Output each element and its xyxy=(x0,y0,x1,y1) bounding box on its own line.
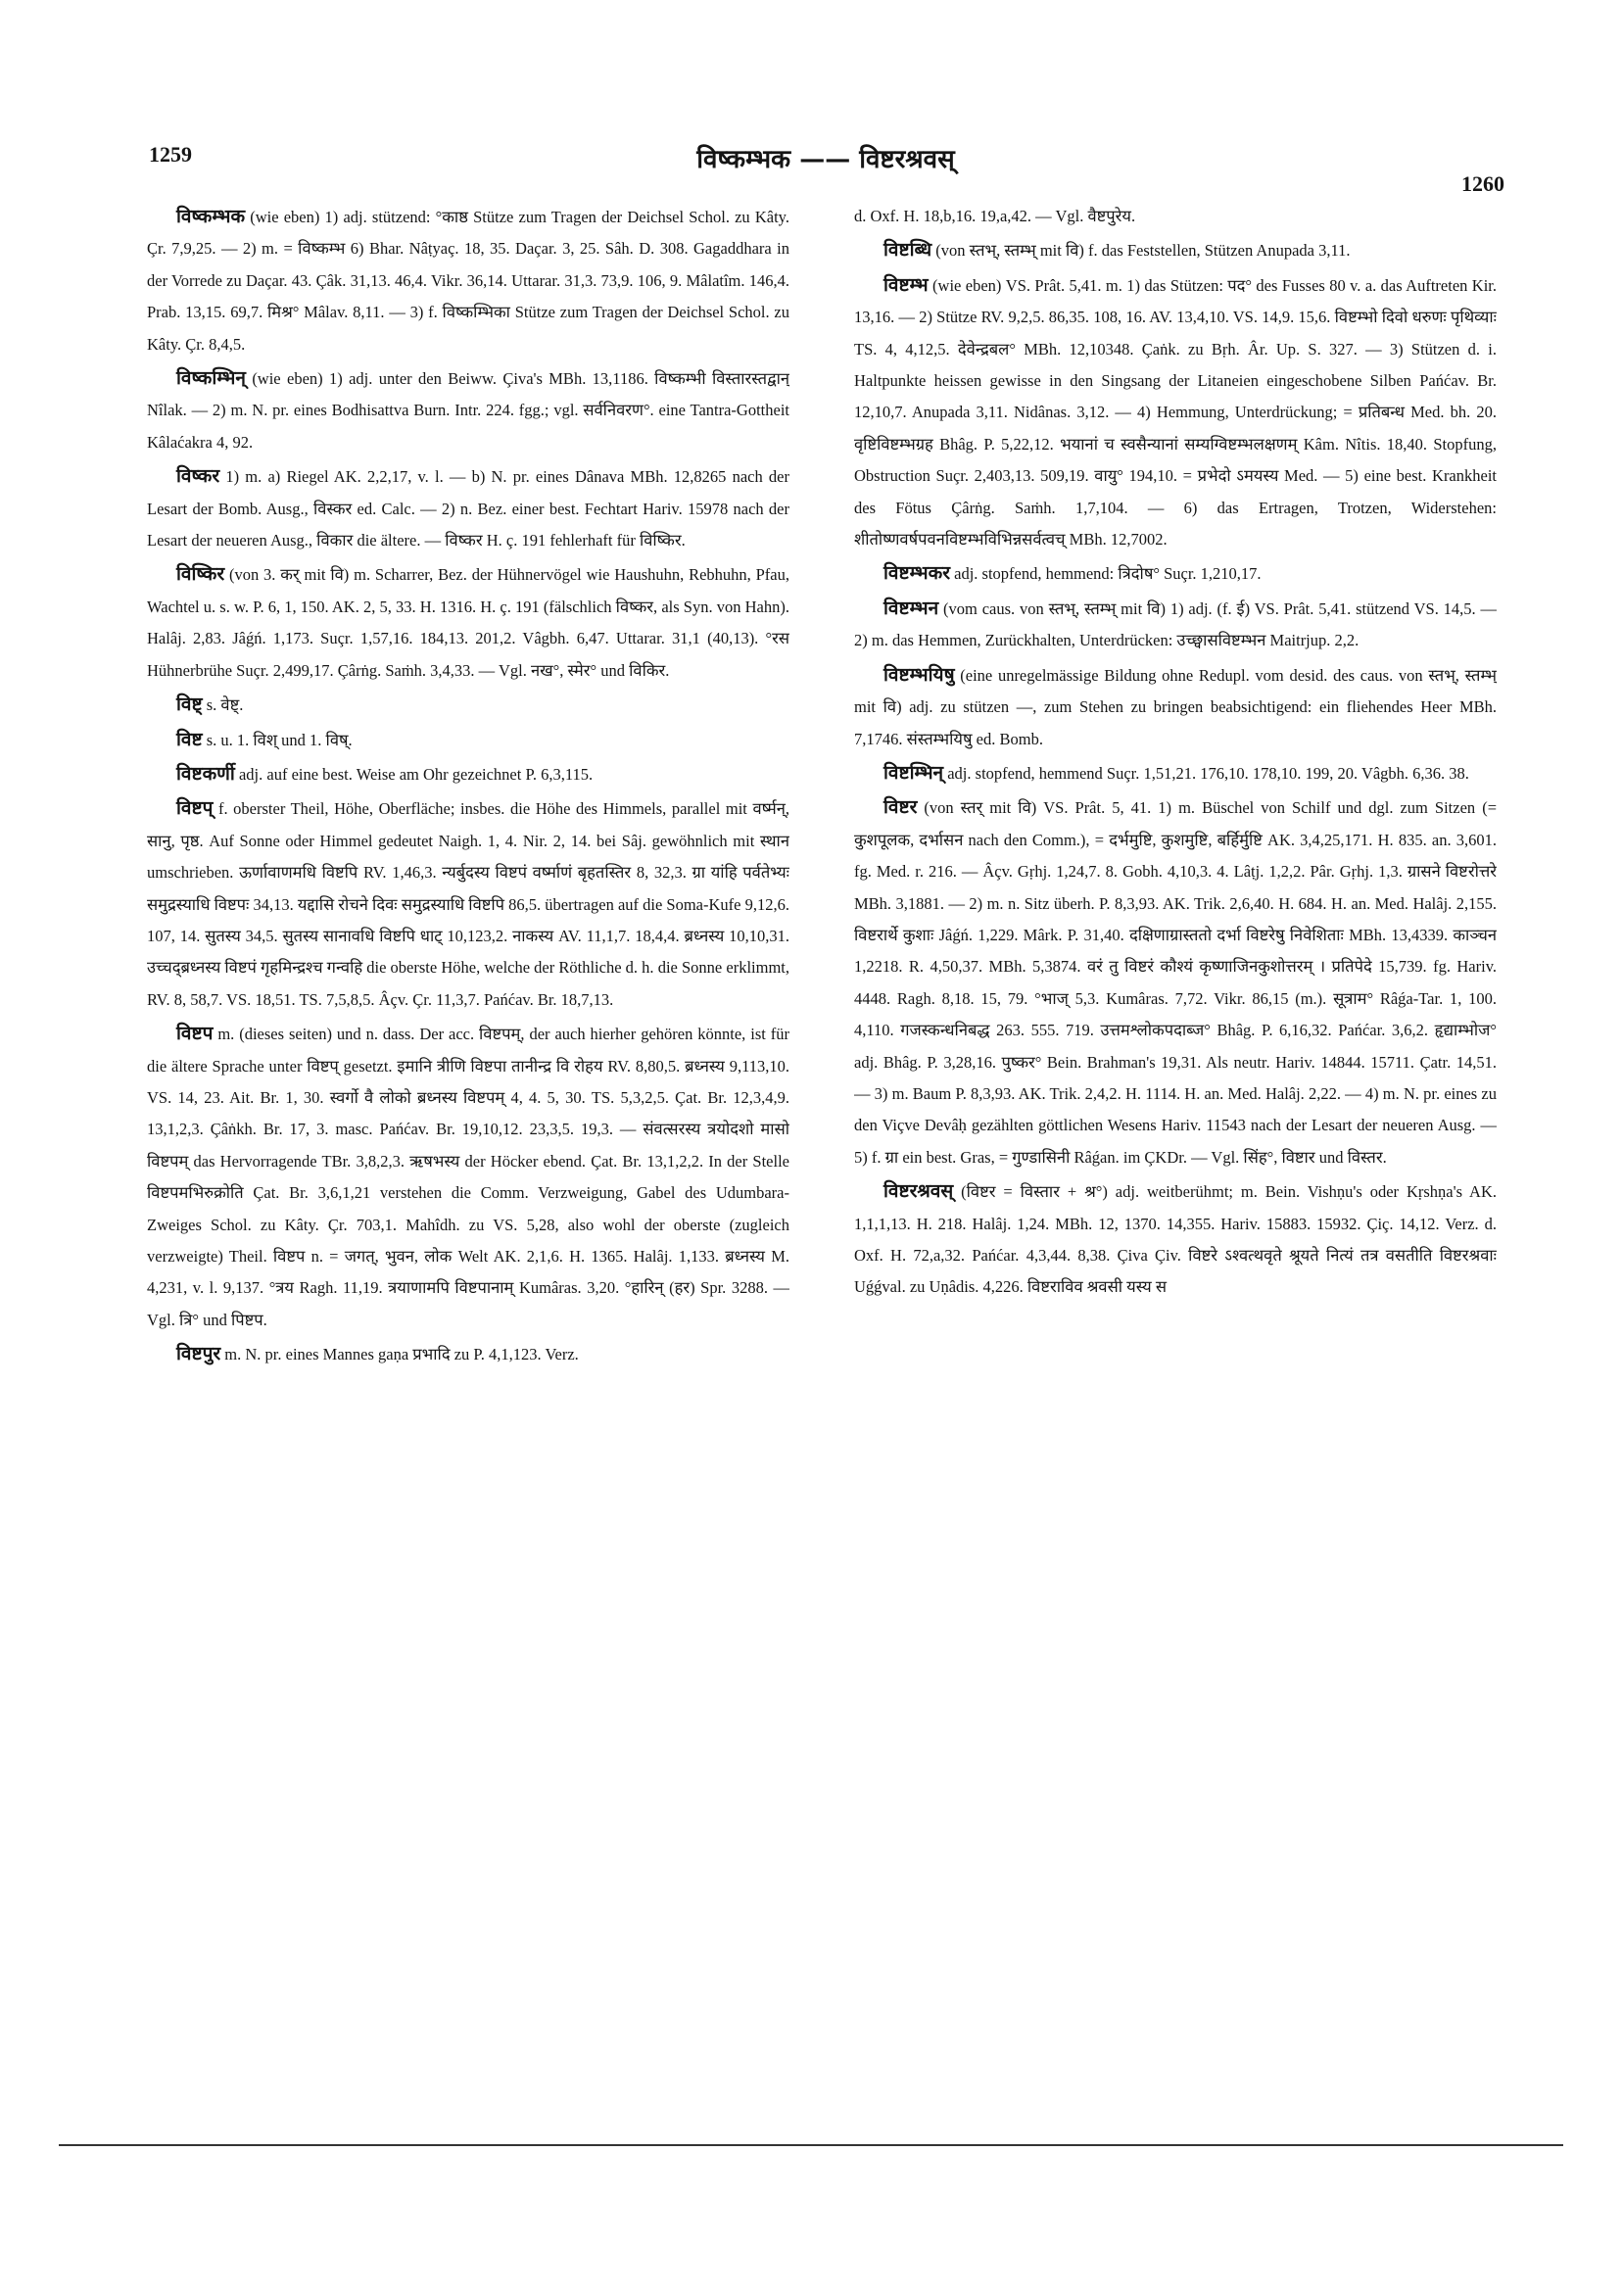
dictionary-entry xyxy=(854,791,1497,1173)
entry-text: (vom caus. von स्तभ्, स्तम्भ् mit वि) 1) adj. (f. ई) VS. Prât. 5,41. stützend VS. 14,5. — 2) m. das Hemmen, Zurückhalten, Unterdrücken: उच्छ्वासविष्टम्भन Maitrjup. 2,2. xyxy=(854,598,1497,650)
dictionary-entry xyxy=(147,1018,789,1336)
entry-headword: विष्कम्भक xyxy=(176,206,246,227)
entry-text: f. oberster Theil, Höhe, Oberfläche; insbes. die Höhe des Himmels, parallel mit वर्ष्मन्, सानु, पृष्ठ. Auf Sonne oder Himmel gedeutet Naigh. 1, 4. Nir. 2, 14. bei Sâj. gewöhnlich mit स्थान umschrieben. ऊर्णावाणमधि विष्टपि RV. 1,46,3. न्यर्बुदस्य विष्टपं वर्ष्माणं बृहतस्तिर 8, 32,3. ग्रा यांहि पर्वतेभ्यः समुद्रस्याधि विष्टपः 34,13. यद्दासि रोचने दिवः समुद्रस्याधि विष्टपि 86,5. übertragen auf die Soma-Kufe 9,12,6. 107, 14. सुतस्य 34,5. सुतस्य सानावधि विष्टपि धाट् 10,123,2. नाकस्य AV. 11,1,7. 18,4,4. ब्रध्नस्य 10,10,31. उच्चद्ब्रध्नस्य विष्टपं गृहमिन्द्रश्च गन्वहि die oberste Höhe, welche der Röthliche d. h. die Sonne erklimmt, RV. 8, 58,7. VS. 18,51. TS. 7,5,8,5. Âçv. Çr. 11,3,7. Pańćav. Br. 18,7,13. xyxy=(147,799,789,1009)
dictionary-entry xyxy=(147,1338,789,1370)
entry-headword: विष्कर xyxy=(176,465,220,488)
entry-text: (eine unregelmässige Bildung ohne Redupl. vom desid. des caus. von स्तभ्, स्तम्भ् mit वि) adj. zu stützen —, zum Stehen zu bringen beabsichtigend: ein fliehendes Heer MBh. 7,1746. संस्तम्भयिषु ed. Bomb. xyxy=(854,665,1497,748)
dictionary-entry xyxy=(854,659,1497,755)
text-columns xyxy=(147,201,1504,2091)
dictionary-entry xyxy=(854,557,1497,590)
entry-text: (wie eben) 1) adj. stützend: °काष्ठ Stütze zum Tragen der Deichsel Schol. zu Kâty. Çr. 7,9,25. — 2) m. = विष्कम्भ 6) Bhar. Nâṭyaç. 18, 35. Daçar. 3, 25. Sâh. D. 308. Gagaddhara in der Vorrede zu Daçar. 43. Çâk. 31,13. 46,4. Vikr. 36,14. Uttarar. 31,3. 73,9. 106, 9. Mâlatîm. 146,4. Prab. 13,15. 69,7. मिश्र° Mâlav. 8,11. — 3) f. विष्कम्भिका Stütze zum Tragen der Deichsel Schol. zu Kâty. Çr. 8,4,5. xyxy=(147,208,789,354)
page-number-right: 1260 xyxy=(1461,171,1504,196)
dictionary-entry xyxy=(147,689,789,721)
dictionary-entry xyxy=(854,269,1497,556)
dictionary-entry xyxy=(854,757,1497,789)
entry-headword: विष्टप् xyxy=(176,797,214,820)
dictionary-entry xyxy=(147,792,789,1016)
entry-text: 1) m. a) Riegel AK. 2,2,17, v. l. — b) N. pr. eines Dânava MBh. 12,8265 nach der Lesart der Bomb. Ausg., विस्कर ed. Calc. — 2) n. Bez. einer best. Fechtart Hariv. 15978 nach der Lesart der neueren Ausg., विकार die ältere. — विष्कर H. ç. 191 fehlerhaft für विष्किर. xyxy=(147,467,789,550)
entry-headword: विष्कम्भिन् xyxy=(176,367,246,390)
entry-text: (विष्टर = विस्तार + श्र°) adj. weitberühmt; m. Bein. Vishṇu's oder Kṛshṇa's AK. 1,1,1,13. H. 218. Halâj. 1,24. MBh. 12, 1370. 14,355. Hariv. 15883. 15932. Çiç. 14,12. Verz. d. Oxf. H. 72,a,32. Pańćar. 4,3,44. 8,38. Çiva Çiv. विष्टरे ऽश्वत्थवृते श्रूयते नित्यं तत्र वसतीति विष्टरश्रवाः Uǵǵval. zu Uṇâdis. 4,226. विष्टराविव श्रवसी यस्य स xyxy=(854,1182,1497,1297)
footer-rule xyxy=(59,2144,1563,2146)
page-header xyxy=(147,132,1504,196)
entry-text: (wie eben) VS. Prât. 5,41. m. 1) das Stützen: पद° des Fusses 80 v. a. das Auftreten Kir. 13,16. — 2) Stütze RV. 9,2,5. 86,35. 108, 16. AV. 13,4,10. VS. 14,9. 15,6. विष्टम्भो दिवो धरुणः पृथिव्याः TS. 4, 4,12,5. देवेन्द्रबल° MBh. 12,10348. Çaṅk. zu Bṛh. Âr. Up. S. 327. — 3) Stützen d. i. Haltpunkte heissen gewisse in den Singsang der Litaneien eingeschobene Silben Pańćav. Br. 12,10,7. Anupada 3,11. Nidânas. 3,12. — 4) Hemmung, Unterdrückung; = प्रतिबन्ध Med. bh. 20. वृष्टिविष्टम्भग्रह Bhâg. P. 5,22,12. भयानां च स्वसैन्यानां सम्यग्विष्टम्भलक्षणम् Kâm. Nîtis. 18,40. Stopfung, Obstruction Suçr. 2,403,13. 509,19. वायु° 194,10. = प्रभेदो ऽमयस्य Med. — 5) eine best. Krankheit des Fötus Çârṅg. Saṁh. 1,7,104. — 6) das Ertragen, Trotzen, Widerstehen: शीतोष्णवर्षपवनविष्टम्भविभिन्नसर्वत्वच् MBh. 12,7002. xyxy=(854,275,1497,550)
entry-text: m. N. pr. eines Mannes gaṇa प्रभादि zu P. 4,1,123. Verz. xyxy=(224,1345,579,1364)
dictionary-entry xyxy=(147,362,789,458)
entry-headword: विष्टम्भयिषु xyxy=(883,663,955,686)
dictionary-entry xyxy=(854,1175,1497,1304)
entry-headword: विष्टम्भिन् xyxy=(883,761,944,784)
entry-headword: विष्टर xyxy=(883,796,918,819)
entry-headword: विष्टम्भ xyxy=(883,273,929,296)
right-column xyxy=(854,201,1497,2091)
entry-text: m. (dieses seiten) und n. dass. Der acc. विष्टपम्, der auch hierher gehören könnte, ist für die ältere Sprache unter विष्टप् gesetzt. इमानि त्रीणि विष्टपा तानीन्द्र वि रोहय RV. 8,80,5. ब्रध्नस्य 9,113,10. VS. 14, 23. Ait. Br. 1, 30. स्वर्गो वै लोको ब्रध्नस्य विष्टपम् 4, 4. 5, 30. TS. 5,3,2,5. Çat. Br. 12,3,4,9. 13,1,2,3. Çâṅkh. Br. 17, 3. masc. Pańćav. Br. 19,10,12. 23,3,5. 19,3. — संवत्सरस्य त्रयोदशो मासो विष्टपम् das Hervorragende TBr. 3,8,2,3. ऋषभस्य der Höcker ebend. Çat. Br. 13,1,2,2. In der Stelle विष्टपमभिरुक्रोति Çat. Br. 3,6,1,21 verstehen die Comm. Verzweigung, Gabel des Udumbara-Zweiges Schol. zu Kâty. Çr. 703,1. Mahîdh. zu VS. 5,28, also wohl der oberste (zugleich verzweigte) Theil. विष्टप n. = जगत्, भुवन, लोक Welt AK. 2,1,6. H. 1365. Halâj. 1,133. ब्रध्नस्य M. 4,231, v. l. 9,137. °त्रय Ragh. 11,19. त्रयाणामपि विष्टपानाम् Kumâras. 3,20. °हारिन् (हर) Spr. 3288. — Vgl. त्रि° und पिष्टप. xyxy=(147,1025,789,1329)
entry-headword: विष्टम्भकर xyxy=(883,562,951,585)
page-number-left: 1259 xyxy=(149,142,192,167)
entry-text: adj. stopfend, hemmend: त्रिदोष° Suçr. 1,210,17. xyxy=(954,564,1262,584)
entry-headword: विष्टब्धि xyxy=(883,239,932,262)
entry-headword: विष्किर xyxy=(176,563,225,586)
entry-headword: विष्टरश्रवस् xyxy=(883,1180,954,1203)
left-column xyxy=(147,201,789,2091)
entry-headword: विष्ट xyxy=(176,728,203,750)
entry-headword: विष्टकर्णी xyxy=(176,762,235,785)
dictionary-entry xyxy=(147,758,789,790)
entry-headword: विष्टपुर xyxy=(176,1343,221,1365)
entry-headword: विष्टप xyxy=(176,1023,214,1045)
entry-text: s. u. 1. विश् und 1. विष्. xyxy=(206,730,353,749)
dictionary-entry xyxy=(147,558,789,687)
dictionary-entry xyxy=(854,593,1497,657)
entry-text: (von स्तर् mit वि) VS. Prât. 5, 41. 1) m. Büschel von Schilf und dgl. zum Sitzen (= कुशपूलक, दर्भासन nach den Comm.), = दर्भमुष्टि, कुशमुष्टि, बर्हिर्मुष्टि AK. 3,4,25,171. H. 835. an. 3,601. fg. Med. r. 216. — Âçv. Gṛhj. 1,24,7. 8. Gobh. 4,10,3. 4. Lâṭj. 1,2,2. Pâr. Gṛhj. 1,3. ग्रासने विष्टरोत्तरे MBh. 3,1881. — 2) m. n. Sitz überh. P. 8,3,93. AK. Trik. 2,6,40. H. 684. H. an. Med. Halâj. 2,155. विष्टरार्थे कुशाः Jâǵń. 1,229. Mârk. P. 31,40. दक्षिणाग्रास्ततो दर्भा विष्टरेषु निवेशिताः MBh. 13,4339. काञ्चन 1,2218. R. 4,50,37. MBh. 5,3874. वरं तु विष्टरं कौश्यं कृष्णाजिनकुशोत्तरम् । प्रतिपेदे 15,739. fg. Hariv. 4448. Ragh. 8,18. 15, 79. °भाज् 5,3. Kumâras. 7,72. Vikr. 86,15 (m.). सूत्राम° Râǵa-Tar. 1, 100. 4,110. गजस्कन्धनिबद्ध 263. 555. 719. उत्तमश्लोकपदाब्ज° Bhâg. P. 6,16,32. Pańćar. 3,6,2. हृद्याम्भोज° adj. Bhâg. P. 3,28,16. पुष्कर° Bein. Brahman's 19,31. Als neutr. Hariv. 14844. 15711. Çatr. 14,51. — 3) m. Baum P. 8,3,93. AK. Trik. 2,4,2. H. 1114. H. an. Med. Halâj. 2,22. — 4) m. N. pr. eines zu den Viçve Devâḥ gezählten göttlichen Wesens Hariv. 11543 nach der Lesart der neueren Ausg. — 5) f. ग्रा ein best. Gras, = गुण्डासिनी Râǵan. im ÇKDr. — Vgl. सिंह°, विष्टार und विस्तर. xyxy=(854,798,1497,1167)
running-head: विष्कम्भक —— विष्टरश्रवस् xyxy=(696,145,955,174)
entry-text: d. Oxf. H. 18,b,16. 19,a,42. — Vgl. वैष्टपुरेय. xyxy=(854,207,1136,225)
dictionary-entry xyxy=(854,234,1497,266)
entry-text: (von 3. कर् mit वि) m. Scharrer, Bez. der Hühnervögel wie Haushuhn, Rebhuhn, Pfau, Wachtel u. s. w. P. 6, 1, 150. AK. 2, 5, 33. H. 1316. H. ç. 191 (fälschlich विष्कर, als Syn. von Hahn). Halâj. 2,83. Jâǵń. 1,173. Suçr. 1,57,16. 184,13. 201,2. Vâgbh. 6,47. Uttarar. 31,1 (40,13). °रस Hühnerbrühe Suçr. 2,499,17. Çârṅg. Saṁh. 3,4,33. — Vgl. नख°, स्मेर° und विकिर. xyxy=(147,565,789,680)
dictionary-entry xyxy=(147,201,789,360)
entry-headword: विष्ट् xyxy=(176,694,203,716)
entry-text: (wie eben) 1) adj. unter den Beiww. Çiva's MBh. 13,1186. विष्कम्भी विस्तारस्तद्वान् Nîlak. — 2) m. N. pr. eines Bodhisattva Burn. Intr. 224. fgg.; vgl. सर्वनिवरण°. eine Tantra-Gottheit Kâlaćakra 4, 92. xyxy=(147,369,789,452)
entry-headword: विष्टम्भन xyxy=(883,597,939,619)
dictionary-entry xyxy=(147,724,789,756)
entry-text: s. वेष्ट्. xyxy=(206,695,244,715)
dictionary-entry xyxy=(147,460,789,556)
dictionary-entry xyxy=(854,201,1497,232)
entry-text: adj. stopfend, hemmend Suçr. 1,51,21. 176,10. 178,10. 199, 20. Vâgbh. 6,36. 38. xyxy=(947,763,1469,783)
entry-text: (von स्तभ्, स्तम्भ् mit वि) f. das Feststellen, Stützen Anupada 3,11. xyxy=(935,241,1351,261)
entry-text: adj. auf eine best. Weise am Ohr gezeichnet P. 6,3,115. xyxy=(238,764,594,784)
